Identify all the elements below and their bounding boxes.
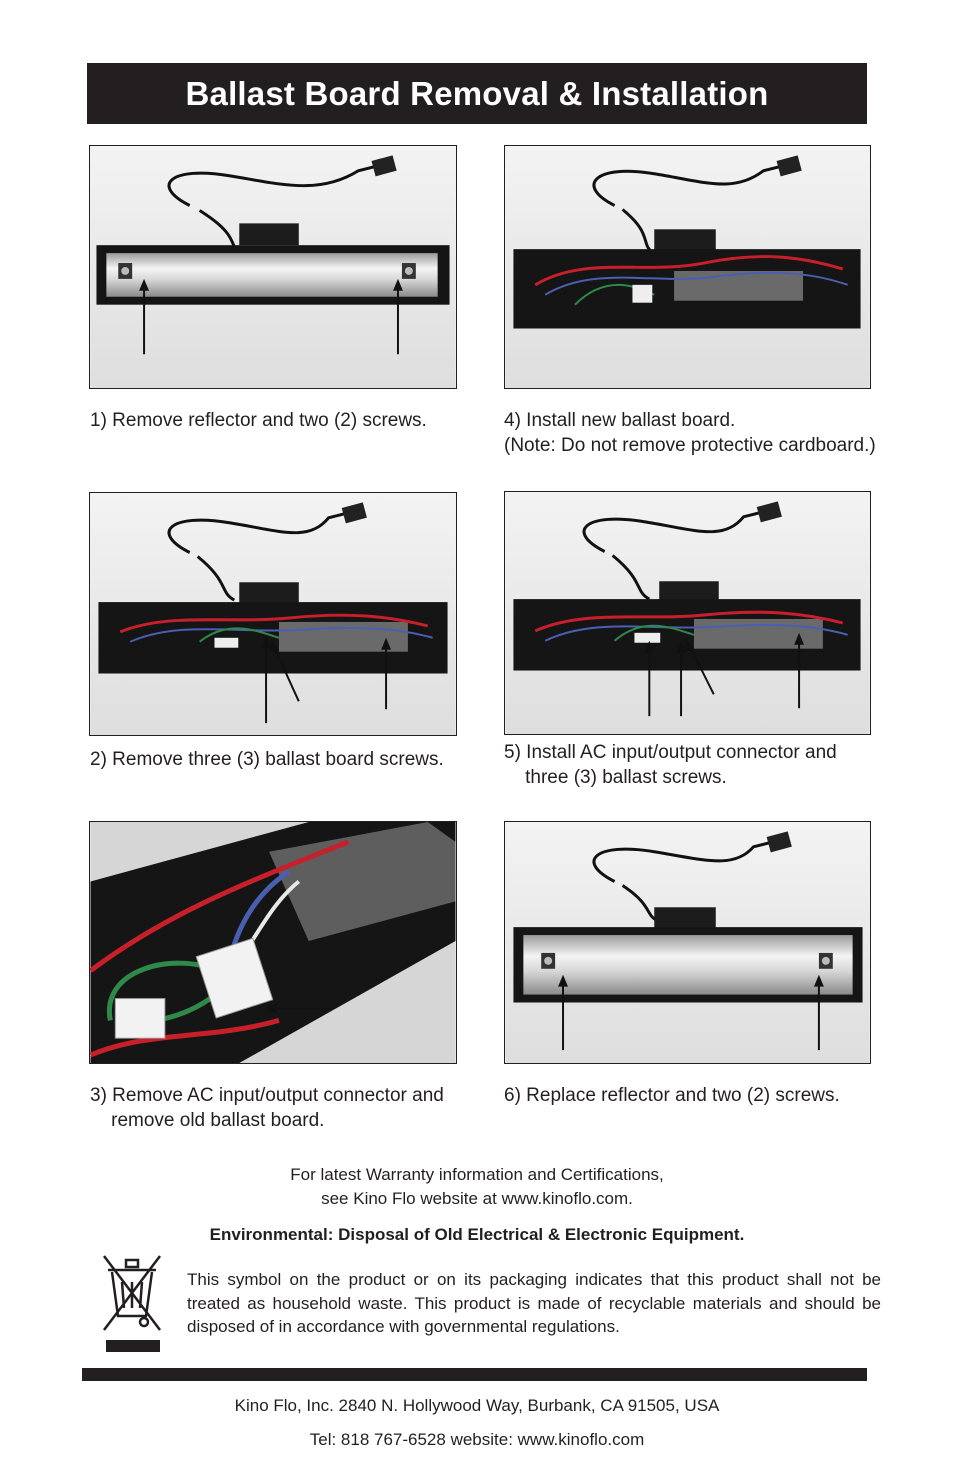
step-1-photo <box>89 145 457 389</box>
title-bar <box>87 63 867 124</box>
connector-closeup-photo <box>90 822 456 1063</box>
step-1-caption: 1) Remove reflector and two (2) screws. <box>90 410 427 431</box>
step-5-caption: 5) Install AC input/output connector and three (3) ballast screws. <box>504 742 837 788</box>
fixture-reflector-photo <box>505 822 870 1063</box>
fixture-ballast-photo <box>90 493 456 735</box>
step-2-caption: 2) Remove three (3) ballast board screws. <box>90 749 444 770</box>
fixture-new-ballast-photo <box>505 146 870 388</box>
step-5-photo <box>504 491 871 735</box>
environmental-heading: Environmental: Disposal of Old Electrical & Electronic Equipment. <box>209 1225 745 1244</box>
step-6-caption: 6) Replace reflector and two (2) screws. <box>504 1085 840 1106</box>
step-4-caption: 4) Install new ballast board. (Note: Do not remove protective cardboard.) <box>504 410 876 456</box>
footer-contact: Tel: 818 767-6528 website: www.kinoflo.com <box>309 1430 645 1449</box>
environmental-body: This symbol on the product or on its packaging indicates that this product shall not be treated as household waste. This product is made of recyclable materials and should be disposed of in accordance with governmental regulations. <box>187 1270 881 1336</box>
warranty-line-2: see Kino Flo website at www.kinoflo.com. <box>321 1189 633 1208</box>
step-3-caption: 3) Remove AC input/output connector and remove old ballast board. <box>90 1085 444 1131</box>
step-3-photo <box>89 821 457 1064</box>
page-title: Ballast Board Removal & Installation <box>185 74 769 112</box>
fixture-reflector-photo <box>90 146 456 388</box>
step-2-photo <box>89 492 457 736</box>
step-4-photo <box>504 145 871 389</box>
step-6-photo <box>504 821 871 1064</box>
fixture-connector-photo <box>505 492 870 734</box>
footer-address: Kino Flo, Inc. 2840 N. Hollywood Way, Burbank, CA 91505, USA <box>234 1396 720 1415</box>
crossed-out-wheelie-bin-icon <box>100 1250 164 1354</box>
footer-divider <box>82 1368 867 1381</box>
warranty-line-1: For latest Warranty information and Certifications, <box>290 1165 664 1184</box>
